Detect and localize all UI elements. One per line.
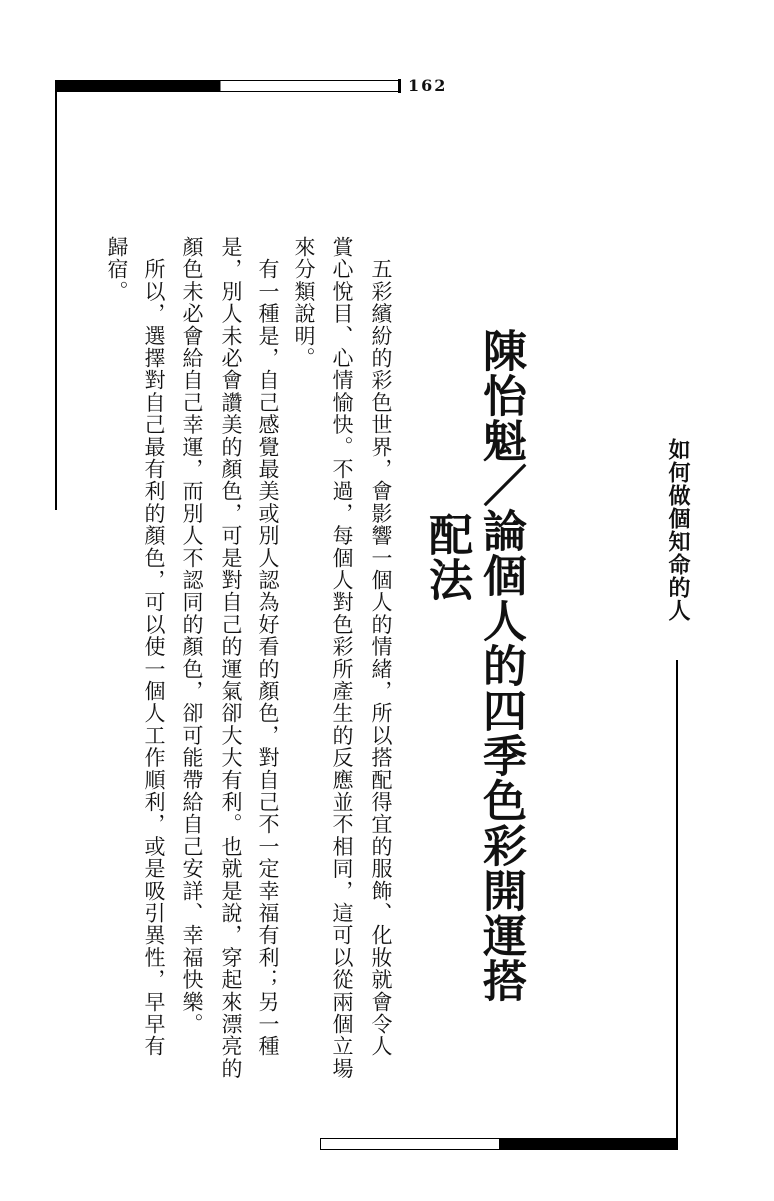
body-column-3: 來分類說明。 xyxy=(292,236,316,370)
article-title-line-2: 配法 xyxy=(421,512,472,602)
body-column-8: 歸宿。 xyxy=(105,236,129,303)
body-column-4: 有一種是，自己感覺最美或別人認為好看的顏色，對自己不一定幸福有利；另一種 xyxy=(256,236,280,1058)
body-column-5: 是，別人未必會讚美的顏色，可是對自己的運氣卻大大有利。也就是說，穿起來漂亮的 xyxy=(219,236,243,1080)
body-column-6: 顏色未必會給自己幸運，而別人不認同的顏色，卻可能帶給自己安詳、幸福快樂。 xyxy=(180,236,204,1036)
running-header: 如何做個知命的人 xyxy=(665,438,690,622)
body-column-2: 賞心悅目、心情愉快。不過，每個人對色彩所產生的反應並不相同，這可以從兩個立場 xyxy=(330,236,354,1080)
top-rule xyxy=(55,80,400,92)
body-column-7: 所以，選擇對自己最有利的顏色，可以使一個人工作順利，或是吸引異性，早早有 xyxy=(142,236,166,1058)
page-number: 162 xyxy=(408,76,448,95)
left-margin-line xyxy=(55,86,57,510)
bottom-rule xyxy=(320,1138,678,1150)
body-column-1: 五彩繽紛的彩色世界，會影響一個人的情緒，所以搭配得宜的服飾、化妝就會令人 xyxy=(369,236,393,1058)
article-title-line-1: 陳怡魁／論個人的四季色彩開運搭 xyxy=(475,328,526,1003)
right-margin-line xyxy=(676,660,678,1148)
top-rule-end xyxy=(398,79,401,93)
